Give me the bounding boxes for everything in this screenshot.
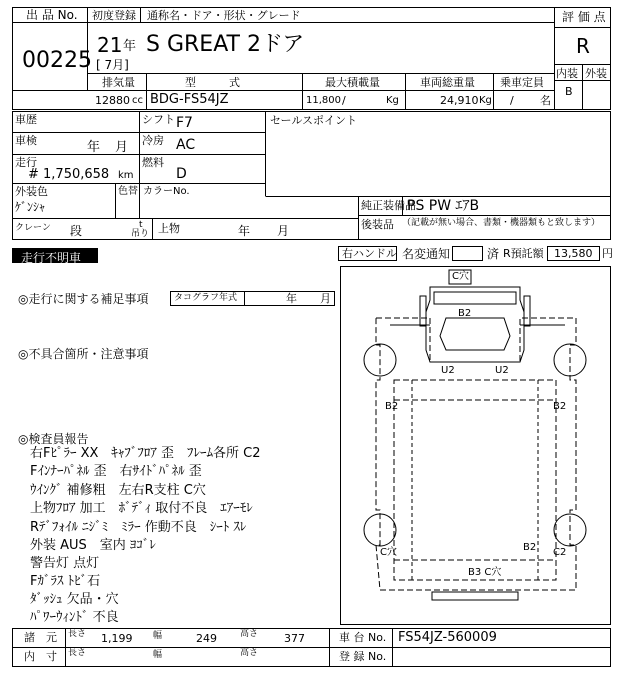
interior-value: B — [565, 85, 573, 98]
type-label: 型 式 — [185, 76, 240, 89]
inspection-label: 車検 — [15, 134, 37, 147]
grade-value: R — [576, 34, 590, 58]
body-label: 上物 — [158, 222, 180, 235]
interior-label: 内装 — [556, 67, 578, 80]
fuel-label: 燃料 — [142, 156, 164, 169]
unknown-mileage-banner: 走行不明車 — [12, 248, 98, 263]
chassis-label: 車 台 No. — [339, 631, 387, 644]
ac-value: AC — [176, 137, 196, 153]
first-reg-year: 21 — [97, 33, 123, 57]
report-line: 外装 AUS 室内 ﾖｺﾞﾚ — [30, 538, 156, 553]
recycle-label: R預託額 — [503, 247, 544, 260]
inspection-year: 年 — [87, 140, 101, 155]
first-reg-label: 初度登録 — [92, 9, 136, 22]
aftermarket-note: （記載が無い場合、書類・機器類もと致します） — [402, 218, 601, 228]
max-load-label: 最大積載量 — [325, 76, 380, 89]
diagram-front-mark: C穴 — [452, 271, 469, 282]
sales-point-label: セールスポイント — [270, 114, 358, 127]
tacho-label: タコグラフ年式 — [174, 293, 238, 303]
aftermarket-label: 後装品 — [361, 218, 394, 231]
crane-t: t — [139, 220, 143, 230]
equipment-label: 純正装備品 — [361, 199, 416, 212]
capacity-slash: / — [510, 94, 514, 107]
mileage-label: 走行 — [15, 156, 37, 169]
ac-label: 冷房 — [142, 134, 164, 147]
diagram-roof-mark: B2 — [458, 308, 472, 319]
inspection-month: 月 — [115, 140, 129, 155]
crane-label: クレーン — [15, 223, 51, 233]
report-line: 上物ﾌﾛｱ 加工 ﾎﾞﾃﾞｨ 取付不良 ｴｱｰﾓﾚ — [30, 501, 253, 516]
mileage-unit: km — [118, 170, 134, 181]
max-load-slash: / — [342, 94, 346, 107]
report-line: ｳｲﾝｸﾞ 補修粗 左右R支柱 C穴 — [30, 483, 206, 498]
height-value: 377 — [284, 632, 305, 645]
body-month: 月 — [277, 224, 290, 238]
inspector-title: ◎検査員報告 — [18, 432, 89, 446]
lot-number: 00225 — [22, 48, 92, 73]
diagram-rear-mark: B3 C穴 — [468, 567, 502, 578]
report-line: Fｶﾞﾗｽ ﾄﾋﾞ石 — [30, 574, 101, 589]
max-load-unit: Kg — [386, 95, 399, 106]
supplement-title: ◎走行に関する補足事項 — [18, 292, 149, 306]
color-no-label: カラーNo. — [143, 186, 190, 197]
model-name: S GREAT 2ドア — [146, 32, 305, 57]
height-label: 高さ — [240, 629, 259, 639]
type-value: BDG-FS54JZ — [150, 92, 229, 107]
inner-length-label: 長さ — [68, 648, 87, 658]
grade-label: 評 価 点 — [562, 10, 606, 24]
width-label: 幅 — [153, 631, 163, 641]
history-label: 車歴 — [15, 113, 37, 126]
diagram-u2-right: U2 — [495, 365, 509, 376]
equipment-value: PS PW ｴｱB — [407, 198, 480, 214]
displacement-unit: cc — [132, 95, 143, 106]
gross-weight-label: 車両総重量 — [420, 76, 475, 89]
report-line: 右Fﾋﾟﾗｰ XX ｷｬﾌﾞﾌﾛｱ 歪 ﾌﾚｰﾑ各所 C2 — [30, 446, 261, 461]
inner-width-label: 幅 — [153, 650, 163, 660]
capacity-label: 乗車定員 — [500, 76, 544, 89]
recycle-mark: 済 — [487, 247, 500, 261]
recycle-value: 13,580 — [554, 247, 593, 260]
exterior-label: 外装 — [585, 67, 607, 80]
model-label: 通称名・ドア・形状・グレード — [147, 9, 301, 22]
first-reg-month: [ 7月] — [96, 58, 129, 72]
defect-title: ◎不具合箇所・注意事項 — [18, 347, 149, 361]
max-load-value: 11,800 — [306, 95, 341, 106]
fuel-value: D — [176, 166, 187, 182]
gross-weight-value: 24,910 — [440, 94, 479, 107]
report-line: ﾀﾞｯｼｭ 欠品・穴 — [30, 592, 119, 607]
diagram-b2-right: B2 — [553, 401, 567, 412]
ext-color-value: ｹﾞﾝｼｬ — [15, 200, 46, 214]
crane-hang: 吊り — [131, 229, 150, 239]
recycle-unit: 円 — [602, 247, 613, 260]
tacho-year: 年 — [286, 292, 297, 305]
first-reg-year-unit: 年 — [123, 39, 137, 54]
color-code-label: 色替 — [118, 186, 138, 197]
diagram-b2-rear: B2 — [523, 542, 537, 553]
shift-value: F7 — [176, 115, 193, 131]
report-line: Fｲﾝﾅｰﾊﾟﾈﾙ 歪 右ｻｲﾄﾞﾊﾟﾈﾙ 歪 — [30, 464, 202, 479]
shift-label: シフト — [142, 113, 175, 126]
diagram-c-hole-left: C穴 — [380, 547, 397, 558]
body-year: 年 — [238, 224, 251, 238]
report-line: ﾊﾟﾜｰｳｨﾝﾄﾞ 不良 — [30, 610, 119, 625]
dims-label: 諸 元 — [24, 631, 57, 644]
gross-weight-unit: Kg — [479, 95, 492, 106]
crane-stage: 段 — [70, 224, 83, 238]
diagram-u2-left: U2 — [441, 365, 455, 376]
tacho-month: 月 — [320, 292, 331, 305]
mileage-value: # 1,750,658 — [28, 167, 110, 182]
diagram-c2-rear: C2 — [553, 547, 567, 558]
reg-label: 登 録 No. — [339, 650, 387, 663]
displacement-value: 12880 — [95, 94, 130, 107]
name-change-label: 名変通知 — [402, 247, 451, 261]
handle-label: 右ハンドル — [342, 247, 397, 260]
report-line: Rﾃﾞﾌｫｲﾙ ﾆｼﾞﾐ ﾐﾗｰ 作動不良 ｼｰﾄ ｽﾚ — [30, 520, 247, 535]
capacity-unit: 名 — [540, 94, 551, 107]
length-value: 1,199 — [101, 632, 133, 645]
length-label: 長さ — [68, 629, 87, 639]
inner-label: 内 寸 — [24, 650, 57, 663]
diagram-b2-left: B2 — [385, 401, 399, 412]
displacement-label: 排気量 — [102, 76, 135, 89]
chassis-value: FS54JZ-560009 — [398, 630, 497, 645]
ext-color-label: 外装色 — [15, 185, 48, 198]
lot-label: 出 品 No. — [26, 8, 78, 22]
width-value: 249 — [196, 632, 217, 645]
report-line: 警告灯 点灯 — [30, 556, 100, 571]
inner-height-label: 高さ — [240, 648, 259, 658]
